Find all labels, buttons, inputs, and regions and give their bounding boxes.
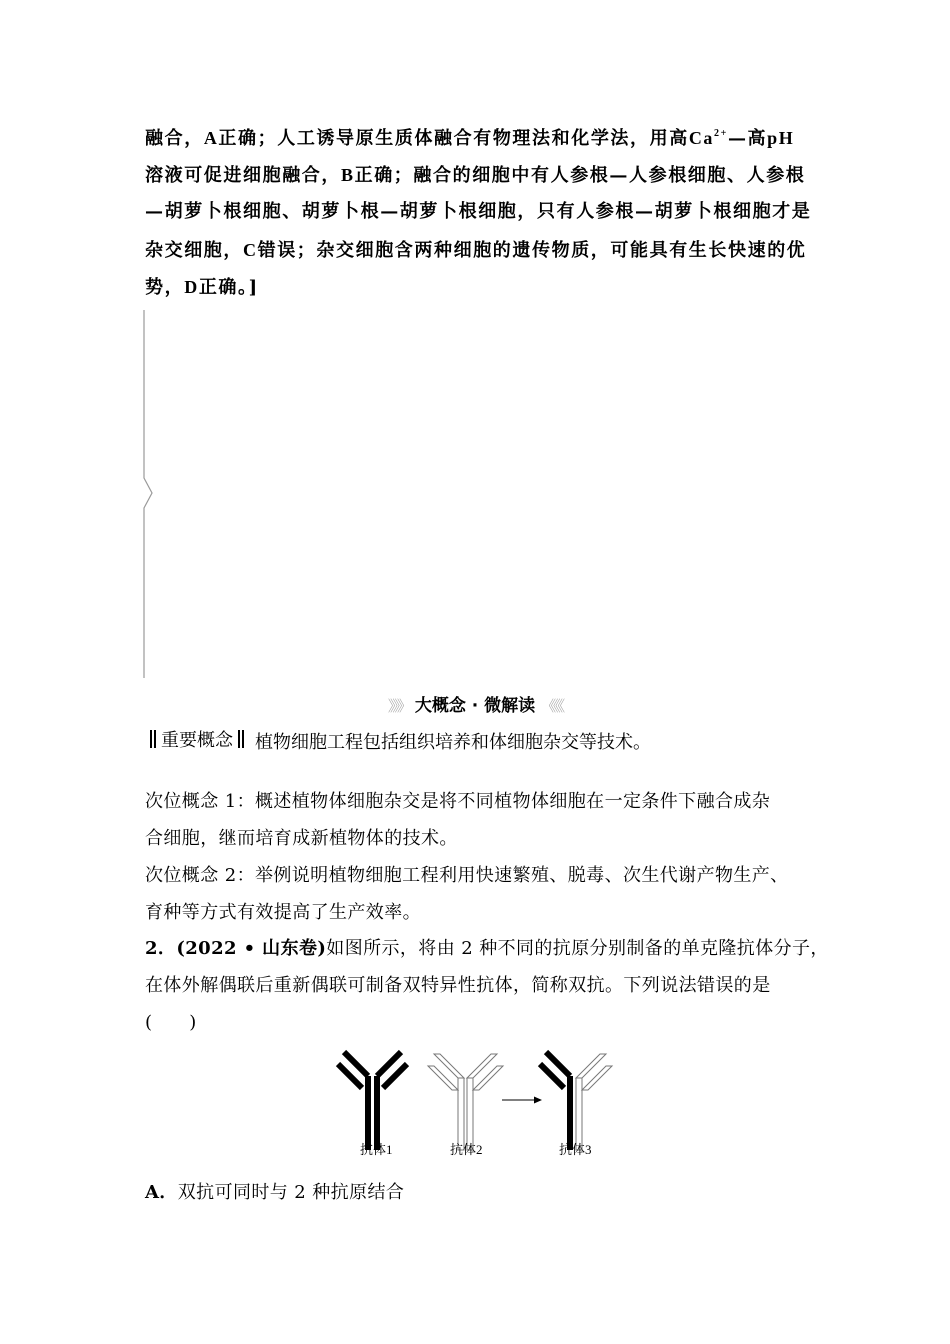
antibody-3-label: 抗体3 — [559, 1142, 592, 1157]
concept-tag — [145, 728, 249, 754]
explanation-line-1: 融合，A正确；人工诱导原生质体融合有物理法和化学法，用高$Ca^{2+}—$高pH — [145, 128, 795, 149]
explanation-line-4: 杂交细胞，C错误；杂交细胞含两种细胞的遗传物质，可能具有生长快速的优 — [145, 240, 807, 261]
side-rule-decoration — [0, 0, 160, 690]
question-blank: ( ) — [145, 1012, 197, 1033]
question-source: (2022 • 山东卷) — [176, 938, 327, 959]
section-banner — [0, 691, 950, 716]
concept-tag-label: 重要概念 — [161, 730, 233, 751]
antibody-2 — [428, 1054, 503, 1150]
sub-concept-2-line-1: 次位概念 2：举例说明植物细胞工程利用快速繁殖、脱毒、次生代谢产物生产、 — [145, 865, 789, 886]
sub-concept-1-line-1: 次位概念 1：概述植物体细胞杂交是将不同植物体细胞在一定条件下融合成杂 — [145, 791, 771, 812]
banner-right-arrows: 《《《 — [541, 697, 563, 715]
option-a — [145, 1181, 404, 1205]
sub-concept-2-label: 次位概念 2： — [145, 865, 255, 886]
question-line-2: 在体外解偶联后重新偶联可制备双特异性抗体，简称双抗。下列说法错误的是 — [145, 975, 771, 996]
option-a-letter: A． — [145, 1182, 178, 1203]
banner-title: 大概念 · 微解读 — [414, 696, 536, 716]
antibody-figure — [330, 1040, 630, 1165]
question-line-1: 2．(2022 • 山东卷)如图所示，将由 2 种不同的抗原分别制备的单克隆抗体分子， — [145, 938, 829, 959]
arrow-icon — [502, 1097, 542, 1104]
explanation-line-2: 溶液可促进细胞融合，B正确；融合的细胞中有人参根—人参根细胞、人参根 — [145, 165, 806, 186]
banner-left-arrows: 》》》 — [387, 697, 409, 715]
antibody-1 — [338, 1052, 407, 1150]
antibody-2-label: 抗体2 — [450, 1142, 483, 1157]
explanation-line-5: 势，D正确。] — [145, 277, 259, 298]
sub-concept-1-label: 次位概念 1： — [145, 791, 255, 812]
concept-text: 植物细胞工程包括组织培养和体细胞杂交等技术。 — [255, 732, 651, 753]
explanation-line-3: —胡萝卜根细胞、胡萝卜根—胡萝卜根细胞，只有人参根—胡萝卜根细胞才是 — [145, 201, 812, 222]
sub-concept-1-line-2: 合细胞，继而培育成新植物体的技术。 — [145, 828, 458, 849]
sub-concept-2-line-2: 育种等方式有效提高了生产效率。 — [145, 902, 421, 923]
question-number: 2． — [145, 938, 177, 959]
antibody-1-label: 抗体1 — [360, 1142, 393, 1157]
antibody-3 — [540, 1052, 612, 1150]
option-a-text: 双抗可同时与 2 种抗原结合 — [177, 1182, 405, 1203]
